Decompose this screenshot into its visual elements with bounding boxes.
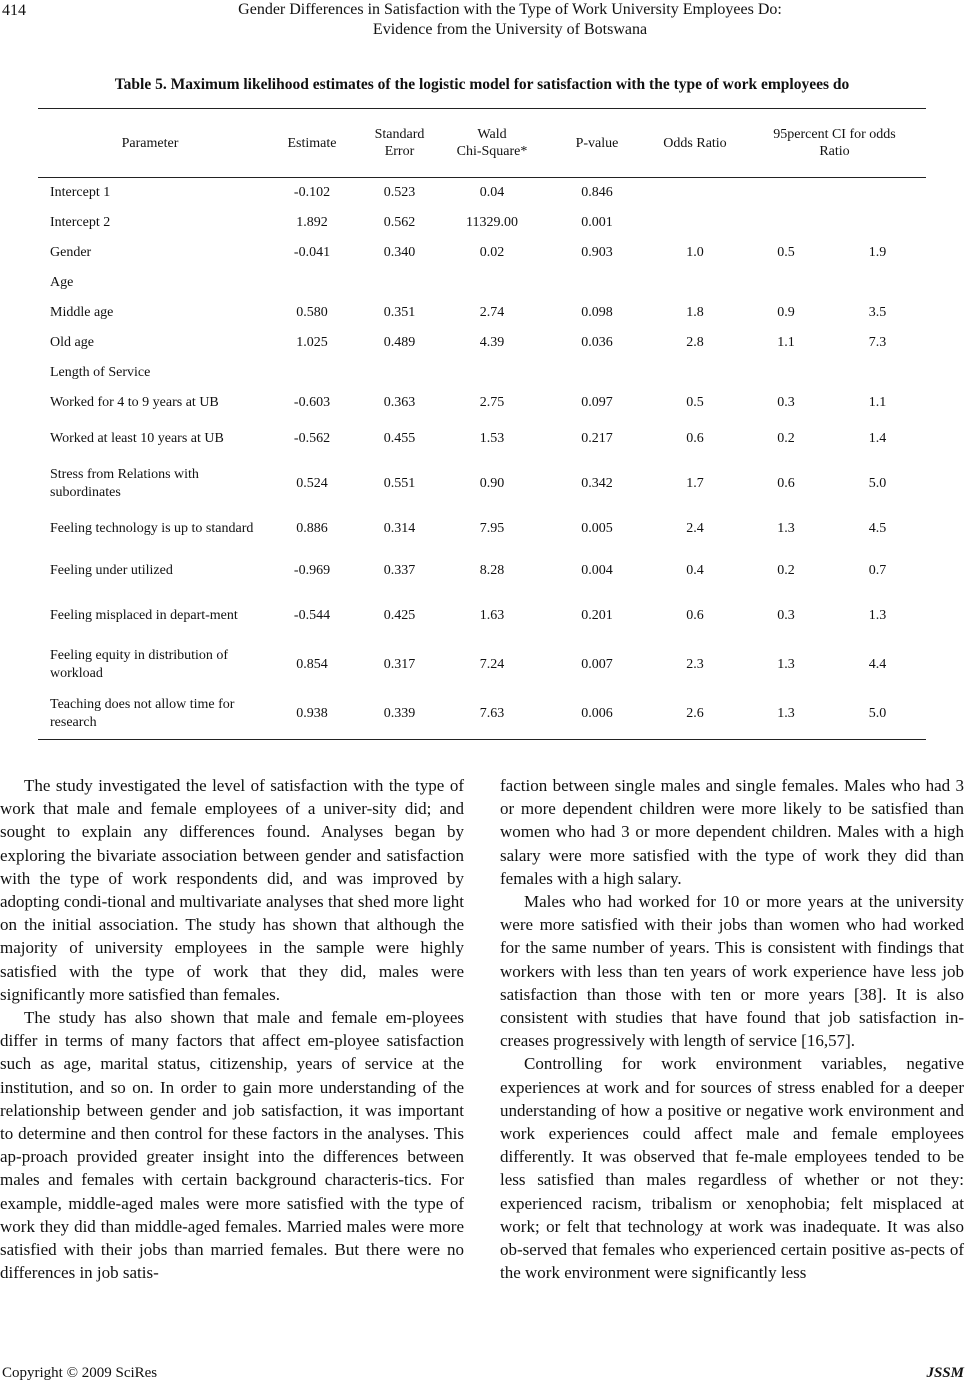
cell-ci-upper: 1.1 — [868, 394, 887, 410]
cell-ci-lower — [743, 358, 829, 388]
cell-std-error: 0.340 — [383, 244, 416, 260]
cell-ci-lower: 0.6 — [777, 475, 795, 491]
cell-std-error: 0.363 — [383, 394, 416, 410]
cell-ci-upper: 3.5 — [868, 304, 887, 320]
cell-pvalue: 0.004 — [581, 562, 613, 578]
cell-estimate — [262, 268, 362, 298]
cell-ci-lower: 0.5 — [777, 244, 795, 260]
header-ci — [743, 109, 926, 178]
cell-std-error: 0.489 — [383, 334, 416, 350]
paragraph: The study investigated the level of satisfaction with the type of work that male and female employees of a univer-sity did; and sought to explain any differences found. Analyses began by exploring the bivariate association between gender and satisfaction with the type of work respondents did, and was improved by adopting condi-tional and multivariate analyses that shed more light on the initial association. The study has shown that although the majority of university employees in the sample were highly satisfied with the type of work that they did, males were significantly more satisfied than females. — [0, 776, 464, 1004]
cell-std-error: 0.337 — [383, 562, 416, 578]
cell-ci-lower: 0.9 — [777, 304, 795, 320]
header-wald-line2: Chi-Square* — [456, 144, 528, 159]
table-row — [38, 508, 926, 550]
cell-odds-ratio: 0.4 — [686, 562, 704, 578]
header-wald — [437, 109, 547, 178]
cell-wald: 4.39 — [479, 334, 505, 350]
cell-param: Age — [50, 274, 74, 290]
cell-std-error: 0.317 — [383, 656, 416, 672]
cell-ci-lower: 0.2 — [777, 562, 795, 578]
cell-param: Stress from Relations with subordinates — [50, 466, 199, 500]
cell-odds-ratio: 0.5 — [686, 394, 704, 410]
cell-ci-upper: 0.7 — [868, 562, 887, 578]
cell-wald: 11329.00 — [466, 214, 518, 230]
cell-ci-upper: 5.0 — [868, 706, 887, 722]
cell-param: Feeling under utilized — [50, 562, 173, 578]
cell-wald — [437, 268, 547, 298]
table-row — [38, 328, 926, 358]
cell-pvalue: 0.001 — [581, 214, 613, 230]
cell-estimate: 0.524 — [296, 475, 328, 491]
results-table — [38, 108, 926, 740]
cell-pvalue — [547, 268, 647, 298]
cell-ci-lower: 0.3 — [777, 394, 795, 410]
table-header-row — [38, 109, 926, 178]
cell-std-error: 0.314 — [383, 520, 416, 536]
cell-ci-lower: 1.3 — [777, 706, 795, 722]
cell-wald: 0.02 — [479, 244, 505, 260]
header-standard-error — [362, 109, 437, 178]
cell-param: Middle age — [50, 304, 114, 320]
header-ci-line1: 95percent CI for odds — [773, 127, 896, 142]
cell-param: Feeling technology is up to standard — [50, 520, 254, 536]
cell-odds-ratio — [647, 178, 743, 208]
table-row — [38, 460, 926, 508]
cell-ci-upper — [829, 178, 926, 208]
cell-pvalue — [547, 358, 647, 388]
header-wald-line1: Wald — [477, 127, 507, 142]
cell-std-error: 0.351 — [383, 304, 416, 320]
header-estimate: Estimate — [287, 135, 337, 151]
cell-wald: 1.53 — [479, 430, 505, 446]
cell-pvalue: 0.098 — [581, 304, 613, 320]
cell-ci-upper — [829, 358, 926, 388]
cell-odds-ratio: 0.6 — [686, 607, 704, 623]
cell-std-error: 0.339 — [383, 706, 416, 722]
cell-odds-ratio: 1.7 — [686, 475, 704, 491]
body-column-right — [500, 774, 964, 1284]
cell-ci-lower: 1.3 — [777, 520, 795, 536]
cell-ci-upper: 7.3 — [868, 334, 887, 350]
cell-pvalue: 0.342 — [581, 475, 613, 491]
cell-odds-ratio: 1.0 — [686, 244, 704, 260]
cell-estimate: -0.102 — [293, 184, 331, 200]
header-pvalue: P-value — [575, 135, 619, 151]
cell-wald: 0.90 — [479, 475, 505, 491]
cell-ci-upper: 4.4 — [868, 656, 887, 672]
table-caption: Table 5. Maximum likelihood estimates of the logistic model for satisfaction with the type of work employees do — [114, 76, 850, 93]
paragraph: The study has also shown that male and female em-ployees differ in terms of many factors that affect em-ployee satisfaction such as age, marital status, citizenship, years of service at the institution, and so on. In order to gain more understanding of the relationship between gender and job satisfaction, it was important to determine and then control for these factors in the analyses. This ap-proach provided greater insight into the differences between males and females with certain background characteris-tics. For example, middle-aged males were more satisfied with the type of work they did than middle-aged females. Married males were more satisfied with their jobs than married females. But there were no differences in job satis- — [0, 1008, 464, 1283]
cell-odds-ratio: 2.8 — [686, 334, 704, 350]
cell-ci-lower: 0.3 — [777, 607, 795, 623]
running-head — [120, 0, 900, 40]
cell-odds-ratio: 0.6 — [686, 430, 704, 446]
cell-wald: 7.95 — [479, 520, 505, 536]
table-row — [38, 388, 926, 418]
cell-wald — [437, 358, 547, 388]
cell-pvalue: 0.007 — [581, 656, 613, 672]
paragraph: Males who had worked for 10 or more years at the university were more satisfied with their jobs than women who had worked for the same number of years. This is consistent with findings that workers with less than ten years of work experience have less job satisfaction than those with ten or more years [38]. It is also consistent with studies that have found that job satisfaction in-creases progressively with length of service [16,57]. — [500, 892, 964, 1051]
cell-ci-lower: 0.2 — [777, 430, 795, 446]
cell-wald: 8.28 — [479, 562, 505, 578]
cell-pvalue: 0.036 — [581, 334, 613, 350]
cell-ci-lower — [743, 268, 829, 298]
table-row — [38, 178, 926, 208]
cell-std-error: 0.562 — [383, 214, 416, 230]
cell-wald: 7.63 — [479, 706, 505, 722]
cell-std-error: 0.455 — [383, 430, 416, 446]
cell-ci-upper: 5.0 — [868, 475, 887, 491]
cell-ci-lower: 1.3 — [777, 656, 795, 672]
cell-pvalue: 0.201 — [581, 607, 613, 623]
paragraph: Controlling for work environment variables, negative experiences at work and for sources of stress enabled for a deeper understanding of how a positive or negative work environment and work experiences could affect male and female employees differently. It was observed that fe-male employees tended to be less satisfied than males regardless of whether or not they: experienced racism, tribalism or xenophobia; felt misplaced at work; or felt that technology at work was inadequate. It was also ob-served that females who experienced certain positive as-pects of the work environment were significantly less — [500, 1054, 964, 1283]
cell-ci-upper: 4.5 — [868, 520, 887, 536]
cell-ci-upper: 1.4 — [868, 430, 887, 446]
cell-odds-ratio — [647, 268, 743, 298]
cell-param: Teaching does not allow time for research — [50, 697, 235, 731]
cell-estimate: -0.969 — [293, 562, 331, 578]
cell-param: Gender — [50, 244, 92, 260]
cell-estimate: -0.544 — [293, 607, 331, 623]
cell-std-error: 0.425 — [383, 607, 416, 623]
cell-estimate — [262, 358, 362, 388]
cell-estimate: 0.886 — [296, 520, 328, 536]
cell-estimate: 0.854 — [296, 656, 328, 672]
table-row — [38, 550, 926, 592]
table-row — [38, 640, 926, 690]
cell-std-error: 0.523 — [383, 184, 416, 200]
cell-ci-lower — [743, 178, 829, 208]
body-column-left — [0, 774, 464, 1284]
footer-copyright: Copyright © 2009 SciRes — [2, 1365, 158, 1381]
header-parameter: Parameter — [121, 135, 179, 151]
table-row — [38, 268, 926, 298]
table-row — [38, 298, 926, 328]
cell-param: Worked at least 10 years at UB — [50, 430, 224, 446]
cell-ci-upper: 1.9 — [868, 244, 887, 260]
cell-param: Intercept 1 — [50, 184, 111, 200]
cell-wald: 0.04 — [479, 184, 505, 200]
table-row — [38, 592, 926, 640]
header-se-line2: Error — [384, 144, 415, 159]
cell-param: Worked for 4 to 9 years at UB — [50, 394, 219, 410]
cell-ci-upper — [829, 208, 926, 238]
cell-odds-ratio: 2.4 — [686, 520, 704, 536]
cell-param: Feeling misplaced in depart-ment — [50, 607, 238, 623]
cell-pvalue: 0.005 — [581, 520, 613, 536]
cell-param: Feeling equity in distribution of workload — [50, 647, 229, 681]
cell-pvalue: 0.006 — [581, 706, 613, 722]
cell-estimate: 1.892 — [296, 214, 328, 230]
cell-estimate: 0.580 — [296, 304, 328, 320]
table-row — [38, 418, 926, 460]
table-row — [38, 690, 926, 740]
cell-pvalue: 0.846 — [581, 184, 613, 200]
cell-odds-ratio — [647, 208, 743, 238]
cell-param: Length of Service — [50, 364, 151, 380]
cell-ci-lower: 1.1 — [777, 334, 795, 350]
cell-wald: 2.74 — [479, 304, 505, 320]
cell-ci-upper: 1.3 — [868, 607, 887, 623]
cell-param: Old age — [50, 334, 94, 350]
cell-wald: 1.63 — [479, 607, 505, 623]
table-body — [38, 178, 926, 740]
cell-wald: 7.24 — [479, 656, 505, 672]
cell-odds-ratio: 2.3 — [686, 656, 704, 672]
cell-estimate: -0.041 — [293, 244, 331, 260]
cell-estimate: -0.603 — [293, 394, 331, 410]
header-ci-line2: Ratio — [819, 144, 850, 159]
cell-ci-upper — [829, 268, 926, 298]
cell-std-error: 0.551 — [383, 475, 416, 491]
cell-odds-ratio — [647, 358, 743, 388]
page-number: 414 — [2, 2, 26, 19]
table-row — [38, 238, 926, 268]
cell-param: Intercept 2 — [50, 214, 111, 230]
header-se-line1: Standard — [374, 127, 425, 142]
cell-ci-lower — [743, 208, 829, 238]
cell-pvalue: 0.097 — [581, 394, 613, 410]
cell-wald: 2.75 — [479, 394, 505, 410]
cell-std-error — [362, 358, 437, 388]
table-row — [38, 358, 926, 388]
footer-journal: JSSM — [926, 1365, 964, 1381]
header-odds-ratio: Odds Ratio — [663, 135, 727, 151]
cell-std-error — [362, 268, 437, 298]
cell-pvalue: 0.217 — [581, 430, 613, 446]
running-head-line-1: Gender Differences in Satisfaction with the Type of Work University Employees Do: — [238, 1, 782, 18]
cell-odds-ratio: 1.8 — [686, 304, 704, 320]
cell-estimate: 0.938 — [296, 706, 328, 722]
running-head-line-2: Evidence from the University of Botswana — [372, 21, 648, 38]
table-row — [38, 208, 926, 238]
paragraph: faction between single males and single females. Males who had 3 or more dependent children were more likely to be satisfied than women who had 3 or more dependent children. Males with a high salary were more satisfied with the type of work they did than females with a high salary. — [500, 776, 964, 888]
cell-pvalue: 0.903 — [581, 244, 613, 260]
cell-estimate: -0.562 — [293, 430, 331, 446]
cell-odds-ratio: 2.6 — [686, 706, 704, 722]
cell-estimate: 1.025 — [296, 334, 328, 350]
